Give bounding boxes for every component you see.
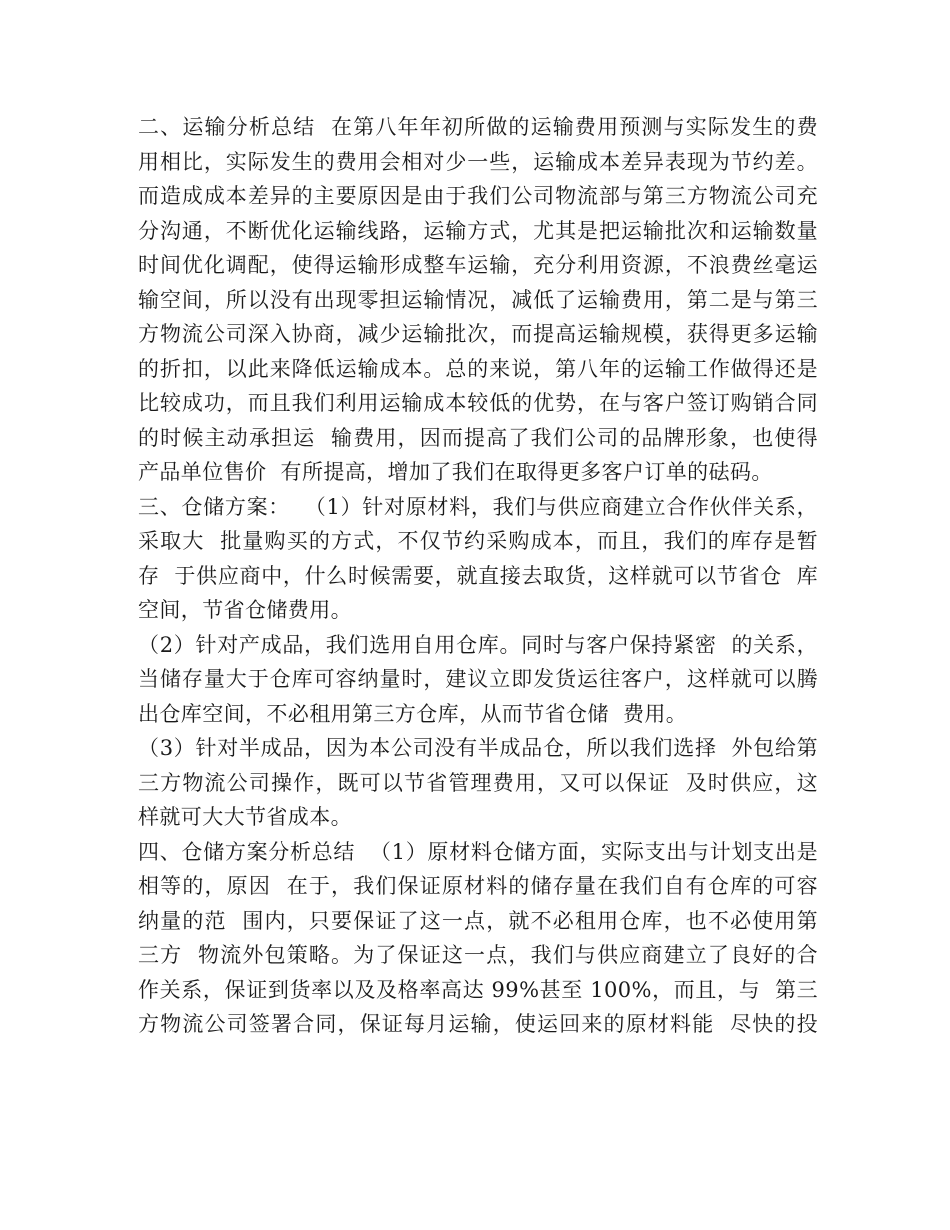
text-line: 三方物流公司操作，既可以节省管理费用，又可以保证 及时供应，这 — [138, 770, 818, 795]
text-line: （2）针对产成品，我们选用自用仓库。同时与客户保持紧密 的关系， — [138, 632, 818, 657]
document-body — [138, 110, 818, 1042]
text-line: 样就可大大节省成本。 — [138, 805, 352, 829]
text-line: 的折扣，以此来降低运输成本。总的来说，第八年的运输工作做得还是 — [138, 356, 818, 381]
text-line: 四、仓储方案分析总结 （1）原材料仓储方面，实际支出与计划支出是 — [138, 839, 818, 864]
text-line: 方物流公司签署合同，保证每月运输，使运回来的原材料能 尽快的投 — [138, 1012, 818, 1036]
text-line: 的时候主动承担运 输费用，因而提高了我们公司的品牌形象，也使得 — [138, 425, 818, 450]
text-line: 采取大 批量购买的方式，不仅节约采购成本，而且，我们的库存是暂 — [138, 529, 818, 553]
text-line: （3）针对半成品，因为本公司没有半成品仓，所以我们选择 外包给第 — [138, 736, 818, 760]
text-line: 三、仓储方案： （1）针对原材料，我们与供应商建立合作伙伴关系， — [138, 494, 818, 519]
text-line: 相等的，原因 在于，我们保证原材料的储存量在我们自有仓库的可容 — [138, 874, 818, 898]
text-line: 二、运输分析总结 在第八年年初所做的运输费用预测与实际发生的费 — [138, 115, 818, 139]
text-line: 而造成成本差异的主要原因是由于我们公司物流部与第三方物流公司充 — [138, 184, 818, 208]
text-line: 方物流公司深入协商，减少运输批次，而提高运输规模，获得更多运输 — [138, 322, 818, 346]
text-line: 三方 物流外包策略。为了保证这一点，我们与供应商建立了良好的合 — [138, 943, 818, 967]
text-line: 纳量的范 围内，只要保证了这一点，就不必租用仓库，也不必使用第 — [138, 908, 818, 933]
text-line: 作关系，保证到货率以及及格率高达 99%甚至 100%，而且，与 第三 — [138, 977, 818, 1002]
text-line: 存 于供应商中，什么时候需要，就直接去取货，这样就可以节省仓 库 — [138, 563, 818, 588]
text-line: 输空间，所以没有出现零担运输情况，减低了运输费用，第二是与第三 — [138, 287, 818, 312]
text-line: 比较成功，而且我们利用运输成本较低的优势，在与客户签订购销合同 — [138, 391, 818, 415]
text-line: 用相比，实际发生的费用会相对少一些，运输成本差异表现为节约差。 — [138, 149, 818, 174]
text-line: 产品单位售价 有所提高，增加了我们在取得更多客户订单的砝码。 — [138, 460, 773, 484]
text-line: 空间，节省仓储费用。 — [138, 598, 352, 622]
text-line: 时间优化调配，使得运输形成整车运输，充分利用资源，不浪费丝毫运 — [138, 253, 818, 277]
text-line: 出仓库空间，不必租用第三方仓库，从而节省仓储 费用。 — [138, 701, 688, 726]
text-line: 当储存量大于仓库可容纳量时，建议立即发货运往客户，这样就可以腾 — [138, 667, 818, 691]
text-line: 分沟通，不断优化运输线路，运输方式，尤其是把运输批次和运输数量 — [138, 218, 818, 243]
